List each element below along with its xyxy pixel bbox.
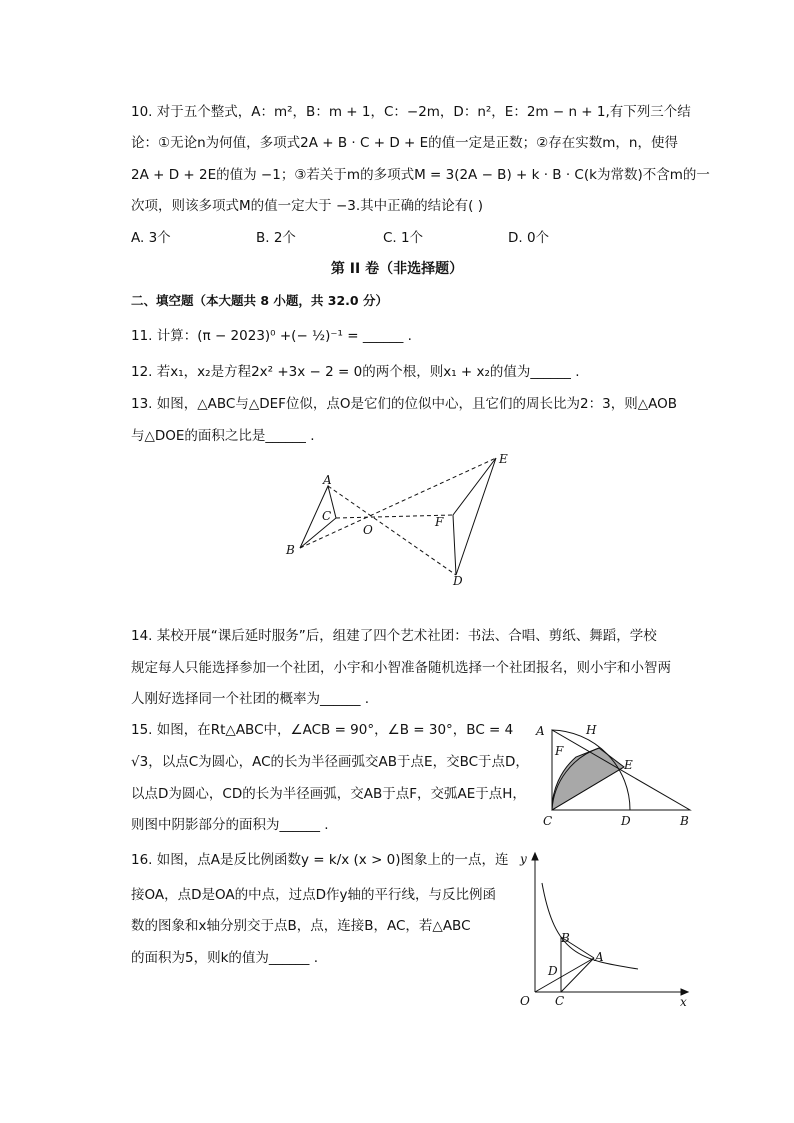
q12-text: 12. 若x₁，x₂是方程2x² +3x − 2 = 0的两个根，则x₁ + x₂的值为______ . [131, 364, 580, 380]
q13-label-b: B [286, 543, 295, 557]
q13-label-e: E [499, 452, 508, 466]
q11-text: 11. 计算：(π − 2023)⁰ +(− ½)⁻¹ = ______ . [131, 328, 412, 344]
q15-line-2: √3，以点C为圆心，AC的长为半径画弧交AB于点E，交BC于点D， [131, 754, 529, 770]
q15-line-3: 以点D为圆心，CD的长为半径画弧，交AB于点F，交弧AE于点H， [131, 786, 526, 802]
q15-label-f: F [555, 744, 564, 758]
q14-line-2: 规定每人只能选择参加一个社团，小宇和小智准备随机选择一个社团报名，则小宇和小智两 [131, 660, 671, 676]
q15-label-e: E [624, 758, 633, 772]
q16-line-1: 16. 如图，点A是反比例函数y = k/x (x > 0)图象上的一点，连 [131, 852, 509, 868]
q16-label-a: A [595, 950, 604, 964]
section2-title: 二、填空题（本大题共 8 小题，共 32.0 分） [131, 293, 388, 308]
q15-line-1: 15. 如图，在Rt△ABC中，∠ACB = 90°，∠B = 30°，BC = 4 [131, 722, 514, 738]
q10-option-d: D. 0个 [508, 230, 550, 246]
q16-label-b: B [561, 931, 570, 945]
q15-label-b: B [680, 814, 689, 828]
q16-label-o: O [520, 994, 530, 1008]
q15-label-c: C [543, 814, 553, 828]
q14-line-1: 14. 某校开展“课后延时服务”后，组建了四个艺术社团：书法、合唱、剪纸、舞蹈，学校 [131, 628, 657, 644]
q13-line-1: 13. 如图，△ABC与△DEF位似，点O是它们的位似中心，且它们的周长比为2：3，则△AOB [131, 396, 677, 412]
q16-label-c: C [555, 994, 565, 1008]
q13-label-o: O [363, 523, 373, 537]
q13-label-d: D [453, 574, 463, 588]
q14-line-3: 人刚好选择同一个社团的概率为______ . [131, 691, 370, 707]
q15-figure [530, 718, 700, 833]
q15-label-a: A [536, 724, 545, 738]
q16-line-2: 接OA，点D是OA的中点，过点D作y轴的平行线，与反比例函 [131, 887, 497, 903]
q16-label-x: x [680, 995, 687, 1009]
q10-line-2: 论：①无论n为何值，多项式2A + B · C + D + E的值一定是正数；②存在实数m，n，使得 [131, 135, 678, 151]
q10-line-3: 2A + D + 2E的值为 −1；③若关于m的多项式M = 3(2A − B) + k · B · C(k为常数)不含m的一 [131, 167, 710, 183]
q10-option-c: C. 1个 [383, 230, 424, 246]
q16-label-d: D [548, 964, 558, 978]
q13-label-c: C [322, 509, 332, 523]
q10-option-b: B. 2个 [256, 230, 296, 246]
q16-line-3: 数的图象和x轴分别交于点B，点，连接B，AC，若△ABC [131, 918, 471, 934]
q13-label-f: F [435, 515, 444, 529]
q13-label-a: A [323, 473, 332, 487]
q10-option-a: A. 3个 [131, 230, 171, 246]
part2-title: 第 II 卷（非选择题） [330, 261, 464, 277]
q10-line-4: 次项，则该多项式M的值一定大于 −3.其中正确的结论有( ) [131, 198, 483, 214]
q16-line-4: 的面积为5，则k的值为______ . [131, 950, 318, 966]
q13-line-2: 与△DOE的面积之比是______ . [131, 428, 315, 444]
q15-label-d: D [621, 814, 631, 828]
q13-figure [280, 448, 520, 593]
q16-figure [510, 845, 700, 1015]
q16-label-y: y [520, 852, 527, 866]
q10-line-1: 10. 对于五个整式，A：m²，B：m + 1，C：−2m，D：n²，E：2m − n + 1,有下列三个结 [131, 104, 691, 120]
q15-label-h: H [586, 723, 597, 737]
q15-line-4: 则图中阴影部分的面积为______ . [131, 817, 329, 833]
